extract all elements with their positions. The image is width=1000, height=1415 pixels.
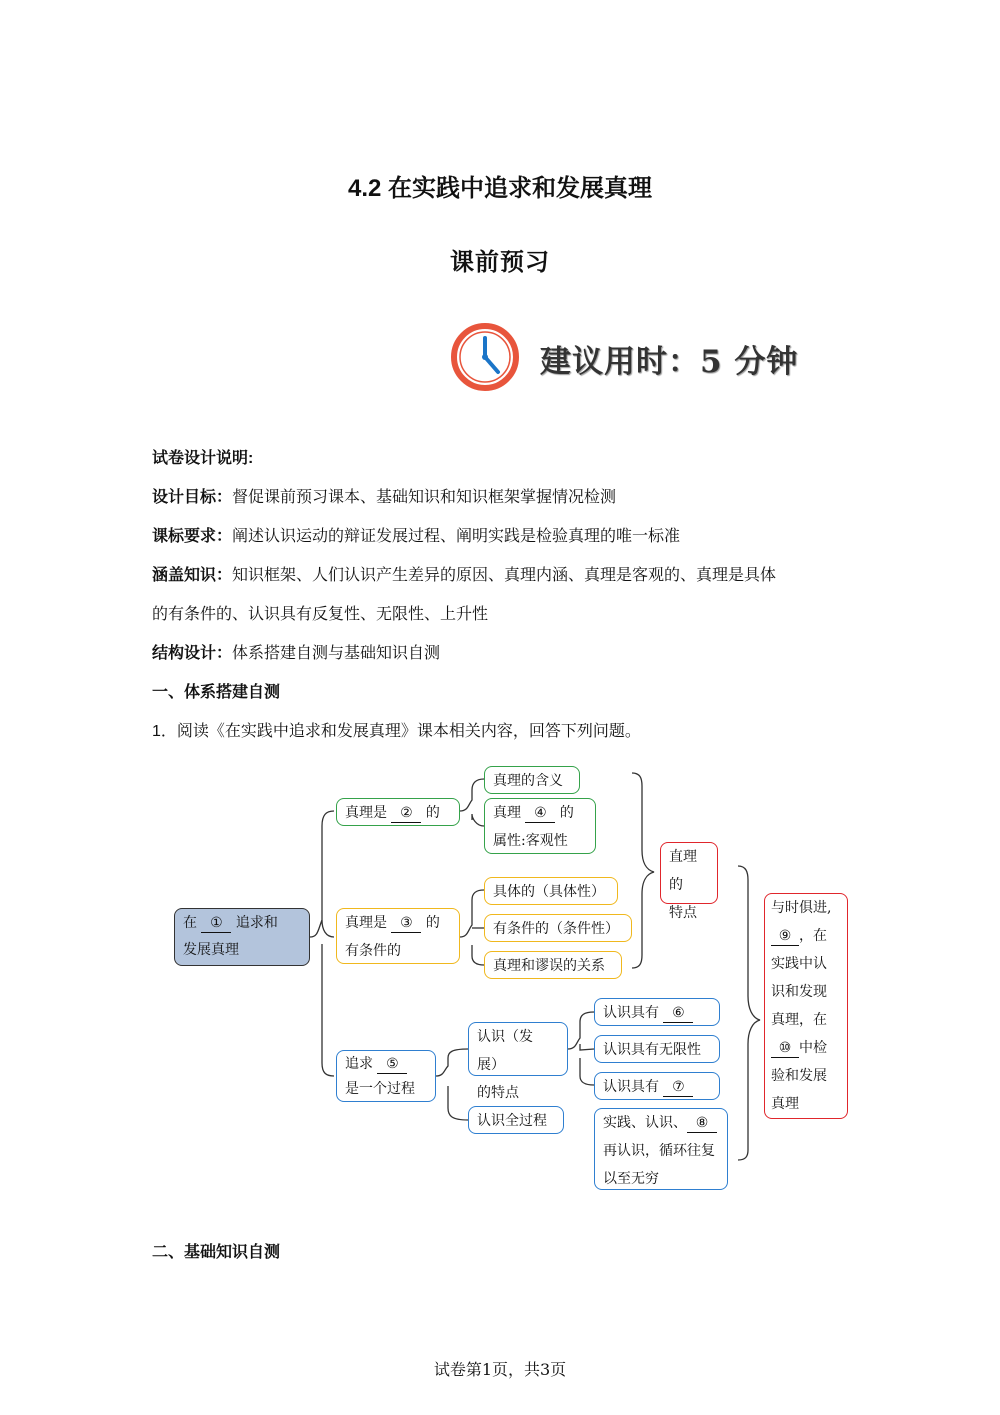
node-conditionality: 有条件的（条件性） (484, 914, 632, 942)
goal-text: 督促课前预习课本、基础知识和知识框架掌握情况检测 (232, 489, 617, 506)
p-text-c: 以至无穷 (603, 1171, 659, 1187)
blank-6[interactable]: ⑥ (663, 1004, 693, 1023)
section-1-heading: 一、体系搭建自测 (152, 684, 281, 701)
node-cognition-features (468, 1022, 568, 1101)
b1-text-a: 真理是 (345, 805, 387, 821)
goal-label: 设计目标： (152, 489, 233, 506)
document-title: 4.2 在实践中追求和发展真理 (347, 175, 653, 202)
right-text-7: 验和发展 (771, 1068, 827, 1084)
suggested-time-text: 建议用时：5 分钟 (540, 344, 799, 380)
coverage-text-line1: 知识框架、人们认识产生差异的原因、真理内涵、真理是客观的、真理是具体 (232, 567, 777, 584)
p-text-b: 再认识，循环往复 (603, 1143, 715, 1159)
b1c2-text-b: 的 (559, 805, 574, 821)
root-text-a: 在 (183, 915, 197, 931)
node-practice-cycle (594, 1108, 728, 1190)
right-text-5: 真理，在 (771, 1012, 827, 1028)
f1-text-a: 认识具有 (603, 1005, 659, 1021)
node-cognition-whole-process: 认识全过程 (468, 1106, 564, 1134)
page-footer: 试卷第1页，共3页 (433, 1360, 567, 1379)
right-text-4: 识和发现 (771, 984, 827, 1000)
b2-text-a: 真理是 (345, 915, 387, 931)
node-truth-characteristics (660, 842, 718, 921)
truth-text-a: 直理的 (669, 849, 697, 893)
structure-label: 结构设计： (152, 645, 233, 662)
node-keep-pace-with-times (764, 893, 848, 1119)
node-concreteness: 具体的（具体性） (484, 877, 618, 905)
right-text-2: ，在 (799, 928, 827, 944)
coverage-label: 涵盖知识： (152, 567, 233, 584)
right-text-8: 真理 (771, 1096, 799, 1112)
blank-1[interactable]: ① (201, 914, 231, 933)
b1c2-text-c: 属性:客观性 (493, 833, 568, 849)
b3c1-text-a: 认识（发展） (477, 1029, 533, 1073)
node-cognition-repetition (594, 998, 720, 1026)
branch-pursue-truth-process (336, 1050, 436, 1102)
requirement-label: 课标要求： (152, 528, 233, 545)
right-text-1: 与时俱进, (771, 900, 832, 916)
branch-truth-concrete (336, 908, 460, 964)
blank-5[interactable]: ⑤ (377, 1055, 407, 1074)
structure-text: 体系搭建自测与基础知识自测 (232, 645, 441, 662)
root-text-c: 发展真理 (183, 942, 239, 958)
b1-text-b: 的 (425, 805, 440, 821)
question-1: 1．阅读《在实践中追求和发展真理》课本相关内容，回答下列问题。 (152, 723, 641, 740)
b3c1-text-b: 的特点 (477, 1085, 519, 1101)
b1c2-text-a: 真理 (493, 805, 521, 821)
document-subtitle: 课前预习 (450, 249, 550, 276)
truth-text-b: 特点 (669, 905, 697, 921)
node-cognition-infinity: 认识具有无限性 (594, 1035, 720, 1063)
b3-text-b: 是一个过程 (345, 1081, 415, 1097)
node-truth-meaning: 真理的含义 (484, 766, 580, 794)
node-cognition-ascending (594, 1072, 720, 1100)
node-truth-error-relation: 真理和谬误的关系 (484, 951, 622, 979)
requirement-text: 阐述认识运动的辩证发展过程、阐明实践是检验真理的唯一标准 (232, 528, 681, 545)
blank-7[interactable]: ⑦ (663, 1078, 693, 1097)
b3-text-a: 追求 (345, 1056, 373, 1072)
b2-text-b: 的 (425, 915, 440, 931)
blank-2[interactable]: ② (391, 804, 421, 823)
branch-truth-objective (336, 798, 460, 826)
right-text-3: 实践中认 (771, 956, 827, 972)
section-2-heading: 二、基础知识自测 (152, 1244, 281, 1261)
coverage-text-line2: 的有条件的、认识具有反复性、无限性、上升性 (152, 606, 489, 623)
design-heading-label: 试卷设计说明: (152, 450, 254, 467)
node-truth-attribute (484, 798, 596, 854)
blank-3[interactable]: ③ (391, 914, 421, 933)
blank-4[interactable]: ④ (525, 804, 555, 823)
root-text-b: 追求和 (235, 915, 278, 931)
right-text-6: 中检 (799, 1040, 827, 1056)
blank-8[interactable]: ⑧ (687, 1114, 717, 1133)
f3-text-a: 认识具有 (603, 1079, 659, 1095)
mindmap-root (174, 908, 310, 966)
blank-10[interactable]: ⑩ (771, 1039, 799, 1058)
blank-9[interactable]: ⑨ (771, 927, 799, 946)
b2-text-c: 有条件的 (345, 943, 401, 959)
p-text-a: 实践、认识、 (603, 1115, 687, 1131)
